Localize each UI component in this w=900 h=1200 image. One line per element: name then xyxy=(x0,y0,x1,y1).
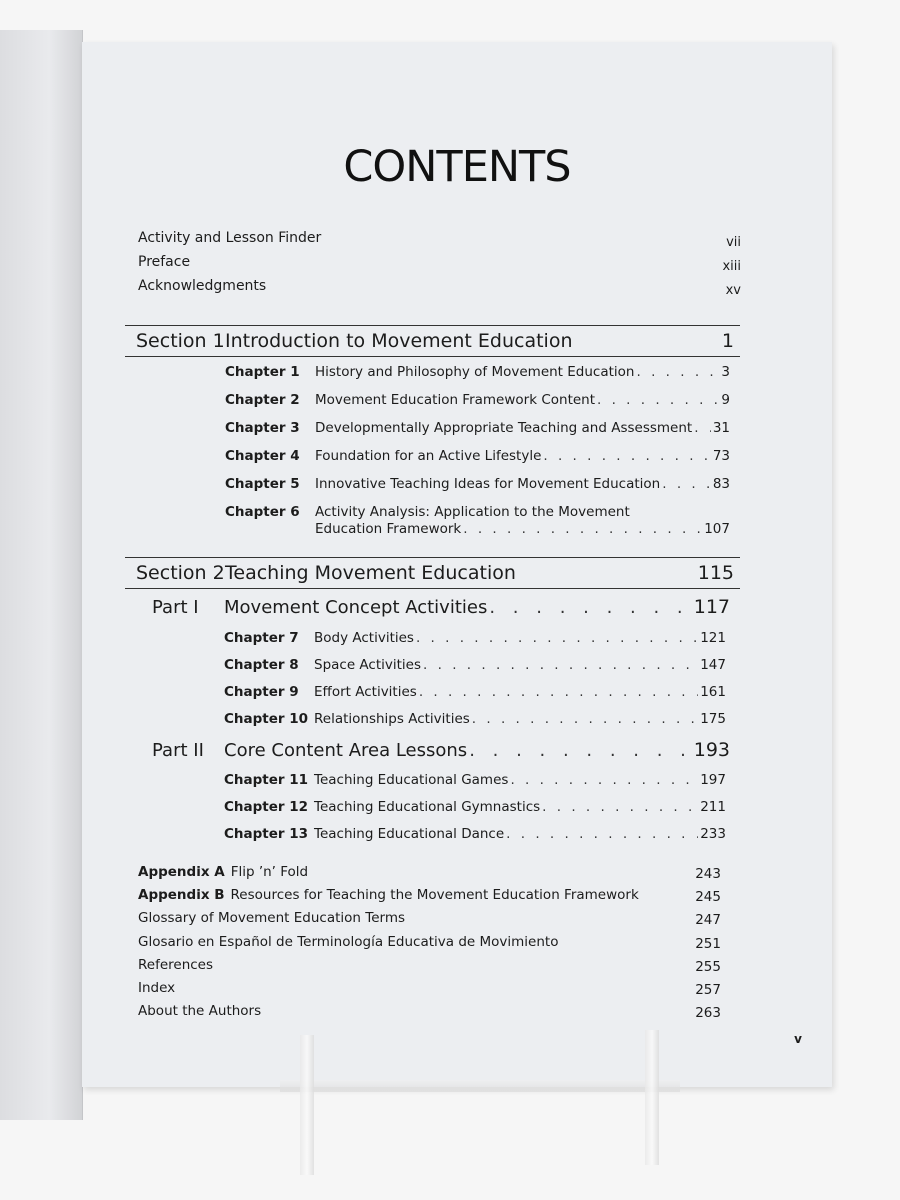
leader-dots xyxy=(423,657,698,673)
chapter-title: Movement Education Framework Content xyxy=(315,392,596,408)
chapter-page: 161 xyxy=(700,684,726,700)
chapter-label: Chapter 8 xyxy=(224,657,299,673)
leader-dots xyxy=(543,448,710,464)
leader-dots xyxy=(489,597,691,618)
chapter-label: Chapter 6 xyxy=(225,504,300,520)
chapter-page: 175 xyxy=(700,711,726,727)
chapter-title: Developmentally Appropriate Teaching and Assessment xyxy=(315,420,693,436)
chapter-title: Effort Activities xyxy=(314,684,417,700)
section-title: Teaching Movement Education xyxy=(225,562,516,584)
chapter-page: 233 xyxy=(700,826,726,842)
chapter-page: 211 xyxy=(700,799,726,815)
chapter-title: Space Activities xyxy=(314,657,422,673)
chapter-title: Innovative Teaching Ideas for Movement Education xyxy=(315,476,661,492)
chapter-page: 73 xyxy=(712,448,730,464)
contents-page xyxy=(82,42,832,1087)
chapter-4-entry[interactable] xyxy=(225,448,730,464)
part-title: Movement Concept Activities xyxy=(224,597,488,618)
chapter-label: Chapter 9 xyxy=(224,684,299,700)
chapter-label: Chapter 1 xyxy=(225,364,300,380)
front-matter-entry[interactable] xyxy=(138,230,741,254)
chapter-label: Chapter 4 xyxy=(225,448,300,464)
chapter-page: 197 xyxy=(700,772,726,788)
entry-page: vii xyxy=(726,235,741,250)
book-stand-left-arm xyxy=(300,1035,314,1175)
leader-dots xyxy=(542,799,698,815)
chapter-13-entry[interactable] xyxy=(224,826,726,842)
entry-page: xiii xyxy=(722,259,741,274)
entry-page: 243 xyxy=(695,866,721,882)
section-label: Section 2 xyxy=(136,562,225,584)
chapter-1-entry[interactable] xyxy=(225,364,730,380)
facing-page xyxy=(0,30,83,1120)
appendix-label: Appendix A xyxy=(138,864,225,880)
part-label: Part II xyxy=(152,740,204,761)
back-matter-entry[interactable] xyxy=(138,934,721,957)
chapter-label: Chapter 12 xyxy=(224,799,309,815)
entry-title: Glossary of Movement Education Terms xyxy=(138,910,406,927)
front-matter-entry[interactable] xyxy=(138,278,741,302)
chapter-5-entry[interactable] xyxy=(225,476,730,492)
chapter-title-line2: Education Framework xyxy=(315,521,462,537)
chapter-3-entry[interactable] xyxy=(225,420,730,436)
entry-page: xv xyxy=(725,283,741,298)
entry-page: 255 xyxy=(695,958,721,975)
chapter-title: Teaching Educational Games xyxy=(314,772,509,788)
part-2-heading[interactable] xyxy=(152,739,730,761)
leader-dots xyxy=(463,521,702,537)
book-stand-base xyxy=(280,1080,680,1092)
chapter-7-entry[interactable] xyxy=(224,630,726,646)
leader-dots xyxy=(662,476,711,492)
page-folio: v xyxy=(794,1032,802,1046)
entry-title: Preface xyxy=(138,254,191,270)
chapter-label: Chapter 7 xyxy=(224,630,299,646)
back-matter-entry[interactable] xyxy=(138,910,721,933)
leader-dots xyxy=(636,364,719,380)
part-page: 117 xyxy=(693,596,730,618)
chapter-11-entry[interactable] xyxy=(224,772,726,788)
part-1-heading[interactable] xyxy=(152,596,730,618)
entry-title: Acknowledgments xyxy=(138,278,267,294)
chapter-title: History and Philosophy of Movement Education xyxy=(315,364,635,380)
entry-page: 247 xyxy=(695,912,721,929)
front-matter-entry[interactable] xyxy=(138,254,741,278)
chapter-title: Body Activities xyxy=(314,630,414,646)
section-title: Introduction to Movement Education xyxy=(225,330,573,352)
page-title: CONTENTS xyxy=(343,142,571,192)
back-matter-entry[interactable] xyxy=(138,887,721,910)
section-page: 115 xyxy=(697,562,734,584)
chapter-label: Chapter 11 xyxy=(224,772,309,788)
entry-page: 257 xyxy=(695,981,721,998)
chapter-label: Chapter 2 xyxy=(225,392,300,408)
chapter-label: Chapter 5 xyxy=(225,476,300,492)
entry-title: Activity and Lesson Finder xyxy=(138,230,322,246)
chapter-title-line2-row xyxy=(315,521,730,537)
section-2-heading[interactable] xyxy=(125,557,740,589)
chapter-page: 31 xyxy=(712,420,730,436)
chapter-8-entry[interactable] xyxy=(224,657,726,673)
entry-page: 251 xyxy=(695,935,721,952)
leader-dots xyxy=(597,392,719,408)
back-matter-list xyxy=(138,864,721,1026)
chapter-label: Chapter 10 xyxy=(224,711,309,727)
chapter-page: 3 xyxy=(721,364,730,380)
entry-page: 245 xyxy=(695,889,721,906)
chapter-title: Relationships Activities xyxy=(314,711,470,727)
section-page: 1 xyxy=(721,330,734,352)
chapter-page: 121 xyxy=(700,630,726,646)
leader-dots xyxy=(506,826,698,842)
chapter-title: Foundation for an Active Lifestyle xyxy=(315,448,542,464)
chapter-title-line1: Activity Analysis: Application to the Movement xyxy=(315,504,630,520)
leader-dots xyxy=(416,630,698,646)
entry-title: About the Authors xyxy=(138,1003,262,1020)
chapter-9-entry[interactable] xyxy=(224,684,726,700)
part-label: Part I xyxy=(152,597,199,618)
chapter-page: 9 xyxy=(721,392,730,408)
chapter-title: Teaching Educational Dance xyxy=(314,826,505,842)
leader-dots xyxy=(469,740,692,761)
chapter-10-entry[interactable] xyxy=(224,711,726,727)
chapter-12-entry[interactable] xyxy=(224,799,726,815)
entry-title: References xyxy=(138,956,214,973)
leader-dots xyxy=(694,420,711,436)
chapter-page: 83 xyxy=(712,476,730,492)
appendix-label: Appendix B xyxy=(138,887,225,904)
chapter-title: Teaching Educational Gymnastics xyxy=(314,799,541,815)
part-title: Core Content Area Lessons xyxy=(224,740,468,761)
section-1-heading[interactable] xyxy=(125,325,740,357)
back-matter-entry[interactable] xyxy=(138,864,721,887)
back-matter-entry[interactable] xyxy=(138,957,721,980)
entry-title: Index xyxy=(138,979,176,996)
front-matter-list xyxy=(138,230,741,302)
leader-dots xyxy=(510,772,698,788)
leader-dots xyxy=(472,711,698,727)
chapter-label: Chapter 3 xyxy=(225,420,300,436)
chapter-label: Chapter 13 xyxy=(224,826,309,842)
entry-title: Resources for Teaching the Movement Education Framework xyxy=(230,887,639,904)
section-label: Section 1 xyxy=(136,330,225,352)
chapter-2-entry[interactable] xyxy=(225,392,730,408)
chapter-page: 147 xyxy=(700,657,726,673)
entry-title: Glosario en Español de Terminología Educativa de Movimiento xyxy=(138,933,559,950)
chapter-page: 107 xyxy=(704,521,730,537)
part-page: 193 xyxy=(693,739,730,761)
entry-title: Flip ’n’ Fold xyxy=(230,864,309,880)
book-stand-right-arm xyxy=(645,1030,659,1165)
back-matter-entry[interactable] xyxy=(138,980,721,1003)
back-matter-entry[interactable] xyxy=(138,1003,721,1026)
leader-dots xyxy=(419,684,698,700)
entry-page: 263 xyxy=(695,1005,721,1022)
